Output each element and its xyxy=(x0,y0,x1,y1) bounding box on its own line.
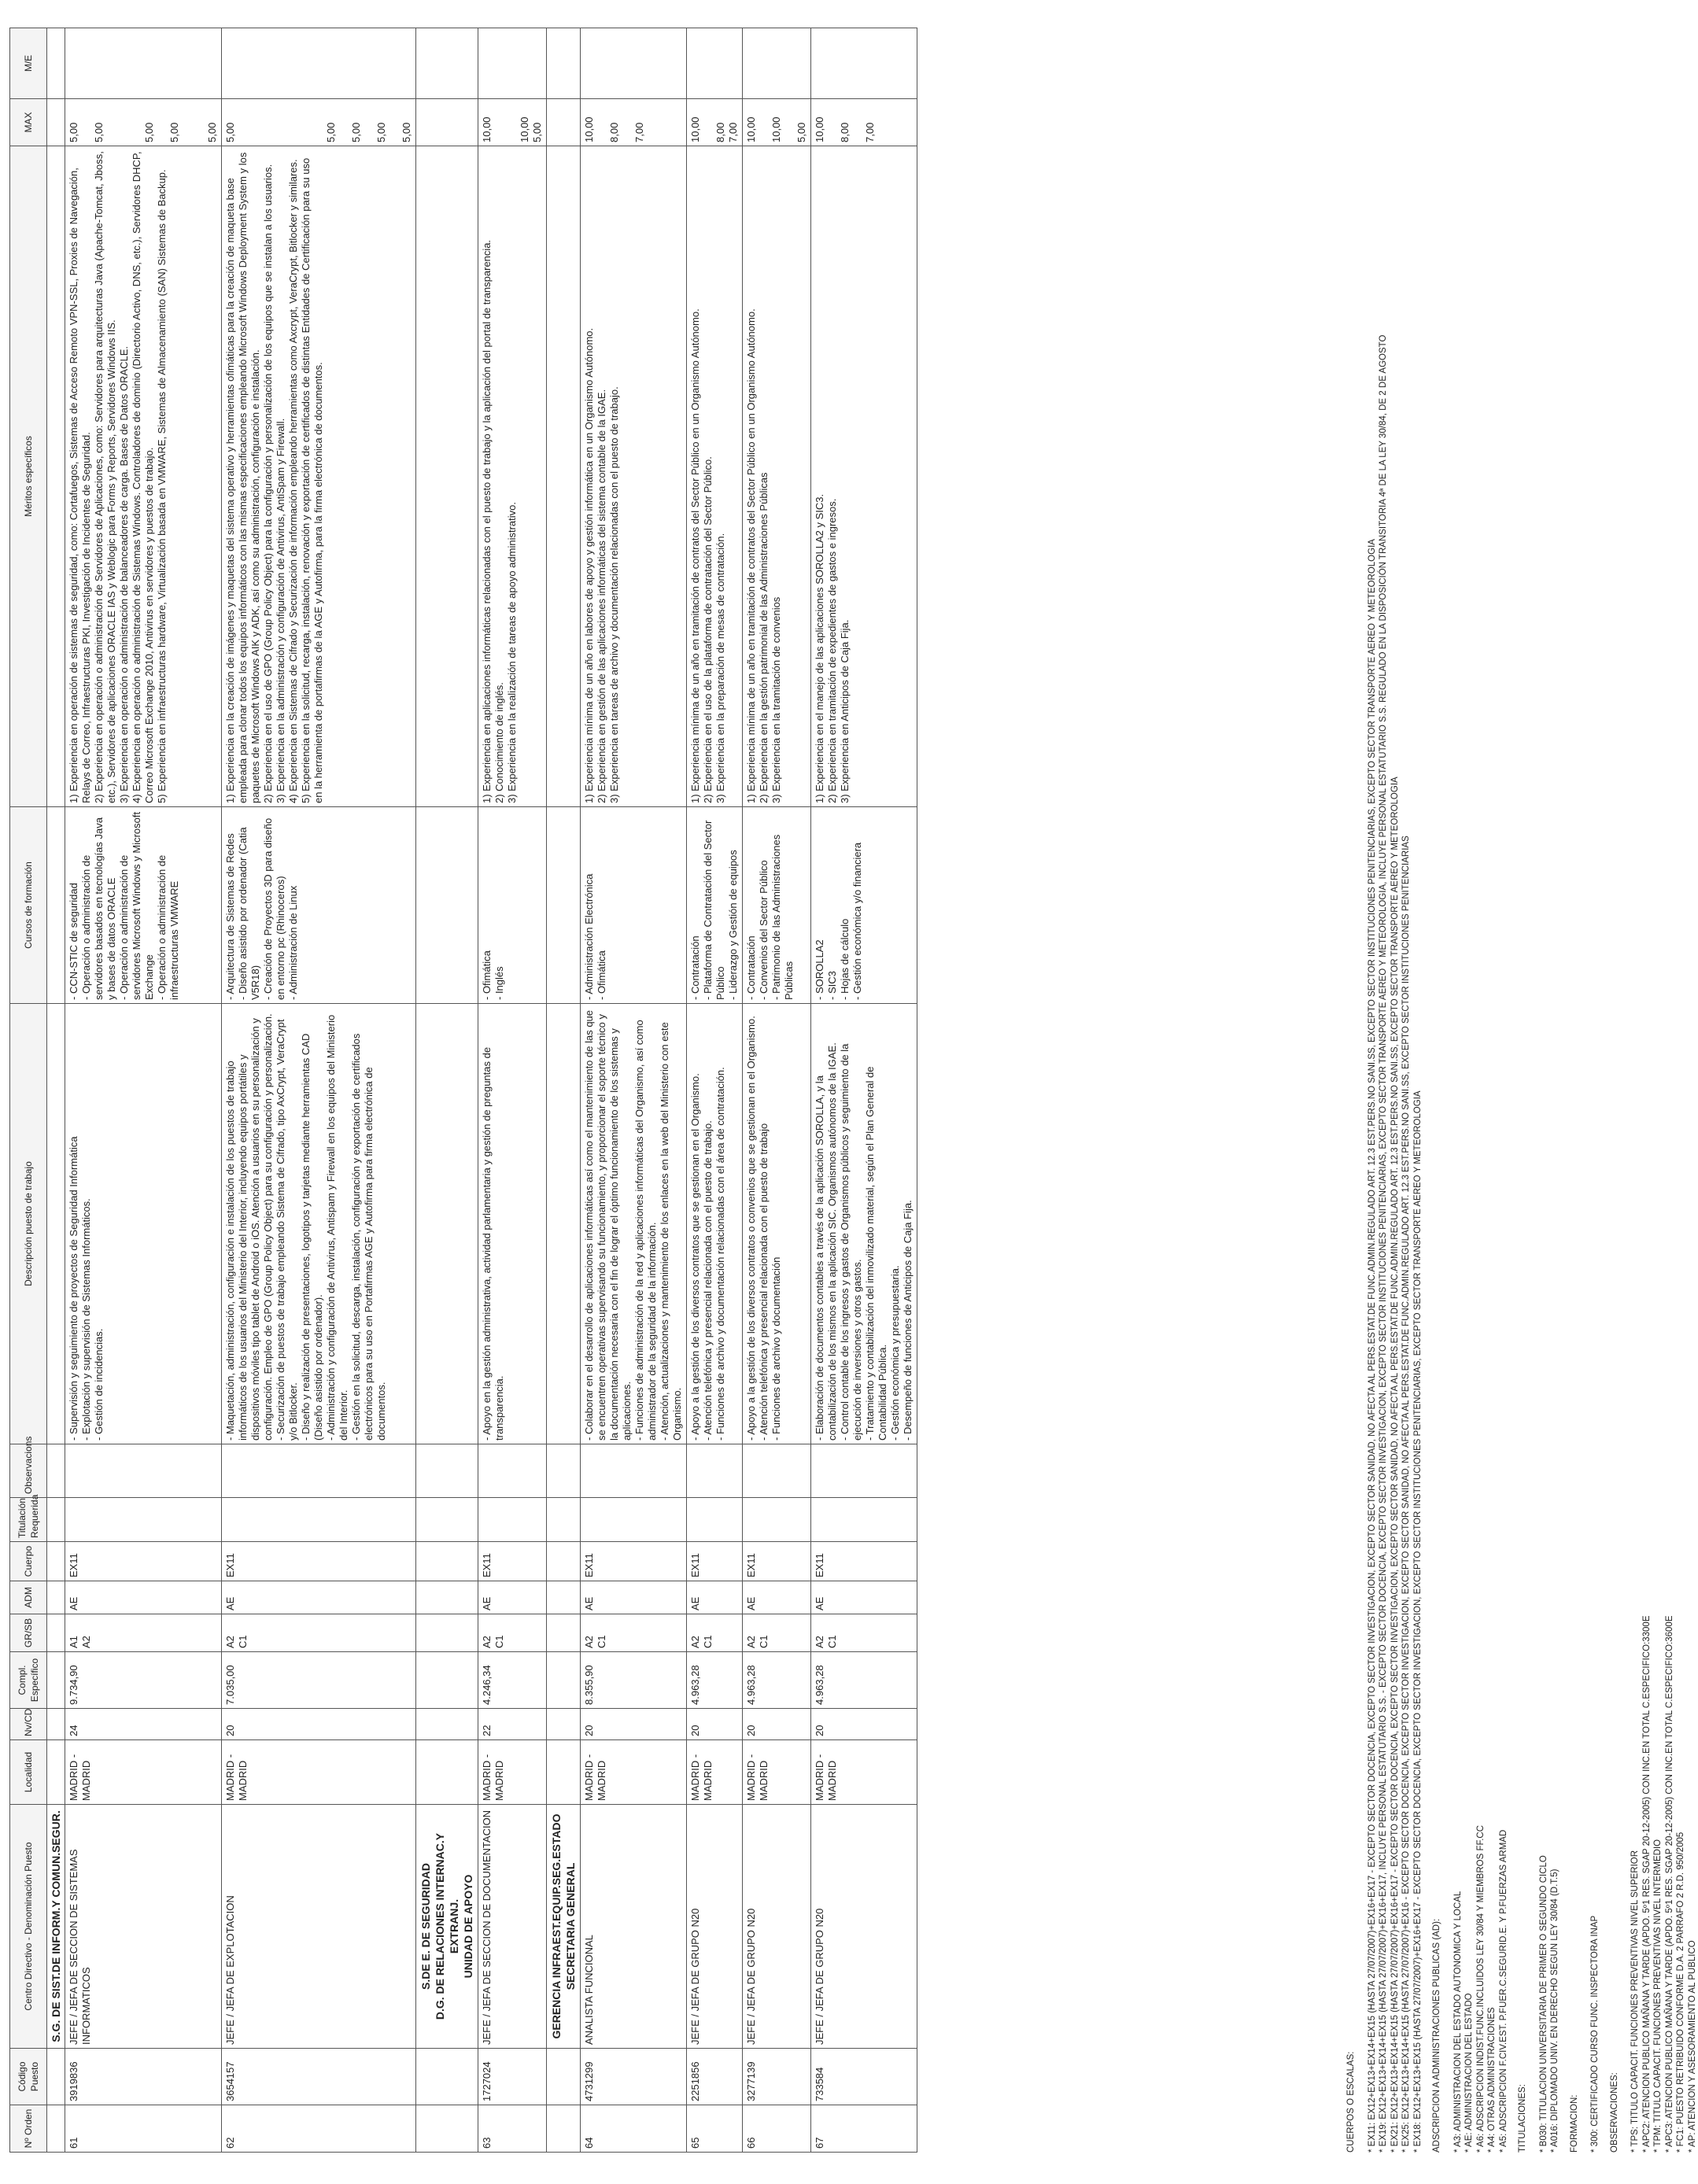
cell-cursos: - SOROLLA2 - SIC3 - Hojas de cálculo - Gestión económica y/o financiera xyxy=(811,807,917,1004)
cell-orden: 66 xyxy=(743,2105,811,2153)
footnote-line: * TPS: TITULO CAPACIT. FUNCIONES PREVENTIVAS NIVEL SUPERIOR xyxy=(1630,1850,1640,2153)
cell-localidad: MADRID - MADRID xyxy=(478,1740,547,1805)
cell-grupo: A2 C1 xyxy=(222,1614,416,1652)
cell-me xyxy=(743,28,811,99)
cell-adm: AE xyxy=(811,1581,917,1614)
cell-grupo: A2 C1 xyxy=(478,1614,547,1652)
cell-cuerpo: EX11 xyxy=(222,1542,416,1581)
section-title: S.G. DE SIST.DE INFORM.Y COMUN.SEGUR. xyxy=(47,1805,65,2049)
header-row xyxy=(10,28,47,2153)
cell-cuerpo: EX11 xyxy=(581,1542,687,1581)
cell-cursos: - CCN-STIC de seguridad - Operación o administración de servidores basados en tecnologías Java y bases de datos ORACLE - Operación o administración de servidores Microsoft Windows y Microsoft Exchange - Operación o administración de infraestructuras VMWARE xyxy=(65,807,222,1004)
footnote-heading: TITULACIONES: xyxy=(1518,2084,1527,2153)
cell-me xyxy=(478,28,547,99)
footnote-line: * B030: TITULACION UNIVERSITARIA DE PRIMER O SEGUNDO CICLO xyxy=(1538,1855,1549,2153)
header-observaciones: Observacions xyxy=(10,1444,47,1498)
cell-observaciones xyxy=(743,1444,811,1498)
cell-puesto: ANALISTA FUNCIONAL xyxy=(581,1805,687,2049)
cell-grupo: A2 C1 xyxy=(811,1614,917,1652)
table-row xyxy=(687,28,743,2153)
cell-cursos: - Administración Electrónica - Ofimática xyxy=(581,807,687,1004)
cell-localidad: MADRID - MADRID xyxy=(687,1740,743,1805)
footnotes xyxy=(1338,107,1698,2153)
footnote-line: * APC2: ATENCION PUBLICO MAÑANA Y TARDE (APDO. 5º1 RES. SGAP 20-12-2005) CON INC.EN TOTAL C.ESPECIFICO:3300E xyxy=(1641,1615,1652,2153)
cell-grupo: A2 C1 xyxy=(581,1614,687,1652)
cell-meritos: 1) Experiencia mínima de un año en tramitación de contratos del Sector Público en un Organismo Autónomo. 2) Experiencia en el uso de la plataforma de contratación del Sector Público. 3) Experiencia en la preparación de mesas de contratación. xyxy=(687,146,743,807)
cell-adm: AE xyxy=(743,1581,811,1614)
table-row xyxy=(478,28,547,2153)
cell-cursos: - Contratación - Convenios del Sector Público - Patrimonio de las Administraciones Públicas xyxy=(743,807,811,1004)
cell-codigo: 4731299 xyxy=(581,2049,687,2105)
cell-me xyxy=(811,28,917,99)
header-puesto: Centro Directivo - Denominación Puesto xyxy=(10,1805,47,2049)
cell-cuerpo: EX11 xyxy=(743,1542,811,1581)
header-me: M/E xyxy=(10,28,47,99)
section-title xyxy=(547,1805,581,2049)
header-complemento: Compl. Específico xyxy=(10,1652,47,1709)
footnote-line: * A5: ADSCRIPCION F.CIV.EST. P.FUER.C.SEGURID.E. Y P.FUERZAS ARMAD xyxy=(1498,1829,1508,2153)
cell-me xyxy=(65,28,222,99)
section-row xyxy=(547,28,581,2153)
cell-codigo: 3654157 xyxy=(222,2049,416,2105)
cell-adm: AE xyxy=(65,1581,222,1614)
cell-puesto: JEFE / JEFA DE GRUPO N20 xyxy=(811,1805,917,2049)
cell-meritos: 1) Experiencia en aplicaciones informáticas relacionadas con el puesto de trabajo y la aplicación del portal de transparencia. 2) Conocimiento de inglés. 3) Experiencia en la realización de tareas de apoyo administrativo. xyxy=(478,146,547,807)
cell-codigo: 3919836 xyxy=(65,2049,222,2105)
header-titulacion: Titulación Requerida xyxy=(10,1498,47,1542)
footnote-line: * A016: DIPLOMADO UNIV. EN DERECHO SEGUN LEY 30/84 (D.T.5) xyxy=(1550,1869,1560,2153)
cell-titulacion xyxy=(743,1498,811,1542)
cell-cursos: - Contratación - Plataforma de Contratación del Sector Público - Liderazgo y Gestión de equipos xyxy=(687,807,743,1004)
section-title-line: D.G. DE RELACIONES INTERNAC.Y EXTRANJ. xyxy=(434,1832,460,2020)
cell-codigo: 1727024 xyxy=(478,2049,547,2105)
cell-max: 10,00 8,00 7,00 xyxy=(811,99,917,146)
cell-observaciones xyxy=(478,1444,547,1498)
cell-cuerpo: EX11 xyxy=(811,1542,917,1581)
cell-meritos: 1) Experiencia mínima de un año en tramitación de contratos del Sector Público en un Organismo Autónomo. 2) Experiencia en la gestión patrimonial de las Administraciones Públicas 3) Experiencia en la tramitación de convenios xyxy=(743,146,811,807)
footnote-line: * A4: OTRAS ADMINISTRACIONES xyxy=(1487,2007,1497,2153)
header-codigo: Código Puesto xyxy=(10,2049,47,2105)
cell-descripcion: - Apoyo a la gestión de los diversos contratos que se gestionan en el Organismo. - Atención telefónica y presencial relacionada con el puesto de trabajo. - Funciones de archivo y documentación relacionadas con el área de contratación. xyxy=(687,1004,743,1444)
cell-adm: AE xyxy=(222,1581,416,1614)
cell-max: 10,00 10,00 5,00 xyxy=(743,99,811,146)
footnote-heading: OBSERVACIONES: xyxy=(1609,2072,1619,2153)
section-title-line: S.DE E. DE SEGURIDAD xyxy=(419,1862,432,1990)
header-grupo: GR/SB xyxy=(10,1614,47,1652)
section-title xyxy=(416,1805,478,2049)
header-descripcion: Descripción puesto de trabajo xyxy=(10,1004,47,1444)
cell-localidad: MADRID - MADRID xyxy=(222,1740,416,1805)
cell-observaciones xyxy=(687,1444,743,1498)
section-title-line: GERENCIA INFRAEST.EQUIP.SEG.ESTADO xyxy=(550,1813,563,2039)
cell-cursos: - Arquitectura de Sistemas de Redes - Diseño asistido por ordenador (Catia V5R18) - Creación de Proyectos 3D para diseño en entorno pc (Rhinoceros) - Administración de Linux xyxy=(222,807,416,1004)
footnote-line: * EX25: EX12+EX13+EX14+EX15 (HASTA 27/07/2007)+EX16 - EXCEPTO SECTOR DOCENCIA, EXCEPTO SECTOR INVESTIGACION, EXCEPTO SECTOR SANIDAD, NO AFECTA AL PERS.ESTAT.DE FUNC.ADMIN.REGULADO ART. 12.3 EST.PERS.NO SANI.SS, EXCEPTO SECTOR INSTITUCIONES PENITENCIARIAS xyxy=(1401,836,1411,2153)
cell-localidad: MADRID - MADRID xyxy=(581,1740,687,1805)
cell-me xyxy=(222,28,416,99)
cell-codigo: 3277139 xyxy=(743,2049,811,2105)
cell-nivel: 20 xyxy=(811,1709,917,1740)
cell-meritos: 1) Experiencia en operación de sistemas de seguridad, como: Cortafuegos, Sistemas de Acceso Remoto VPN-SSL, Proxies de Navegación, Relays de Correo, Infraestructuras PKI, Investigación de Incidentes de Seguridad. 2) Experiencia en operación o administración de Servidores de Aplicaciones, como: Servidores para arquitecturas Java (Apache-Tomcat, Jboss, etc.), Servidores de aplicaciones ORACLE IAS y Weblogic para Forms y Reports, Servidores Windows IIS. 3) Experiencia en operación o administración de balanceadores de carga. Bases de Datos ORACLE. 4) Experiencia en operación o administración de Sistemas Windows. Controladores de dominio (Directorio Activo, DNS, etc.), Servidores DHCP, Correo Microsoft Exchange 2010, Antivirus en servidores y puestos de trabajo. 5) Experiencia en infraestructuras hardware, Virtualización basada en VMWARE, Sistemas de Almacenamiento (SAN) Sistemas de Backup. xyxy=(65,146,222,807)
cell-nivel: 22 xyxy=(478,1709,547,1740)
cell-puesto: JEFE / JEFA DE SECCION DE DOCUMENTACION xyxy=(478,1805,547,2049)
header-localidad: Localidad xyxy=(10,1740,47,1805)
cell-localidad: MADRID - MADRID xyxy=(743,1740,811,1805)
footnote-heading: FORMACION: xyxy=(1569,2094,1579,2153)
cell-complemento: 4.963,28 xyxy=(811,1652,917,1709)
section-row xyxy=(416,28,478,2153)
footnote-line: * APC3: ATENCION PUBLICO MAÑANA Y TARDE (APDO. 5º1 RES. SGAP 20-12-2005) CON INC.EN TOTAL C.ESPECIFICO:3600E xyxy=(1664,1615,1674,2153)
cell-complemento: 4.963,28 xyxy=(687,1652,743,1709)
cell-orden: 67 xyxy=(811,2105,917,2153)
positions-table xyxy=(9,28,917,2153)
header-orden: Nº Orden xyxy=(10,2105,47,2153)
cell-orden: 63 xyxy=(478,2105,547,2153)
footnote-line: * EX21: EX12+EX13+EX14+EX15 (HASTA 27/07/2007)+EX16+EX17 - EXCEPTO SECTOR DOCENCIA, EXCEPTO SECTOR INVESTIGACION, EXCEPTO SECTOR SANIDAD, NO AFECTA AL PERS.ESTAT.DE FUNC.ADMIN.REGULADO ART. 12.3 EST.PERS.NO SANI.SS, EXCEPTO SECTOR TRANSPORTE AEREO Y METEOROLOGIA xyxy=(1390,777,1400,2153)
cell-titulacion xyxy=(65,1498,222,1542)
header-meritos: Méritos específicos xyxy=(10,146,47,807)
cell-adm: AE xyxy=(687,1581,743,1614)
cell-descripcion: - Apoyo en la gestión administrativa, actividad parlamentaria y gestión de preguntas de transparencia. xyxy=(478,1004,547,1444)
cell-observaciones xyxy=(222,1444,416,1498)
cell-complemento: 9.734,90 xyxy=(65,1652,222,1709)
cell-codigo: 733584 xyxy=(811,2049,917,2105)
header-adm: ADM xyxy=(10,1581,47,1614)
section-title-line: UNIDAD DE APOYO xyxy=(462,1874,474,1979)
footnote-heading: CUERPOS O ESCALAS: xyxy=(1346,2051,1356,2153)
cell-grupo: A1 A2 xyxy=(65,1614,222,1652)
table-row xyxy=(222,28,416,2153)
cell-orden: 61 xyxy=(65,2105,222,2153)
footnote-line: * 300: CERTIFICADO CURSO FUNC. INSPECTORA INAP xyxy=(1590,1915,1600,2153)
cell-max: 5,00 5,00 5,00 5,00 5,00 xyxy=(222,99,416,146)
cell-localidad: MADRID - MADRID xyxy=(65,1740,222,1805)
cell-nivel: 20 xyxy=(581,1709,687,1740)
cell-descripcion: - Apoyo a la gestión de los diversos contratos o convenios que se gestionan en el Organismo. - Atención telefónica y presencial relacionada con el puesto de trabajo - Funciones de archivo y documentación xyxy=(743,1004,811,1444)
cell-adm: AE xyxy=(478,1581,547,1614)
footnote-line: * FC1: PUESTO RETRIBUIDO CONFORME D.A. 2 PARRAFO 2 R.D. 950/2005 xyxy=(1676,1832,1685,2153)
cell-nivel: 20 xyxy=(687,1709,743,1740)
header-nivel: Nv/CD xyxy=(10,1709,47,1740)
cell-cuerpo: EX11 xyxy=(687,1542,743,1581)
cell-cursos: - Ofimática - Inglés xyxy=(478,807,547,1004)
footnote-line: * EX18: EX12+EX13+EX15 (HASTA 27/07/2007)+EX16+EX17 - EXCEPTO SECTOR DOCENCIA, EXCEPTO SECTOR INVESTIGACION, EXCEPTO SECTOR INSTITUCIONES PENITENCIARIAS, EXCEPTO SECTOR TRANSPORTE AEREO Y METEOROLOGIA xyxy=(1412,1090,1423,2153)
cell-cuerpo: EX11 xyxy=(65,1542,222,1581)
footnote-line: * AE: ADMINISTRACION DEL ESTADO xyxy=(1464,1993,1474,2153)
cell-cuerpo: EX11 xyxy=(478,1542,547,1581)
cell-localidad: MADRID - MADRID xyxy=(811,1740,917,1805)
cell-nivel: 20 xyxy=(222,1709,416,1740)
cell-titulacion xyxy=(478,1498,547,1542)
cell-puesto: JEFE / JEFA DE EXPLOTACION xyxy=(222,1805,416,2049)
cell-max: 10,00 8,00 7,00 xyxy=(687,99,743,146)
footnote-line: * EX11: EX12+EX13+EX14+EX15 (HASTA 27/07/2007)+EX16+EX17 - EXCEPTO SECTOR DOCENCIA, EXCEPTO SECTOR INVESTIGACION, EXCEPTO SECTOR SANIDAD, NO AFECTA AL PERS.ESTAT.DE FUNC.ADMIN.REGULADO ART. 12.3 EST.PERS.NO SANI.SS, EXCEPTO SECTOR INSTITUCIONES PENITENCIARIAS, EXCEPTO SECTOR TRANSPORTE AEREO Y METEOROLOGIA xyxy=(1367,539,1377,2153)
header-max: MAX xyxy=(10,99,47,146)
cell-adm: AE xyxy=(581,1581,687,1614)
cell-meritos: 1) Experiencia en el manejo de las aplicaciones SOROLLA2 y SIC3. 2) Experiencia en tramitación de expedientes de gastos e ingresos. 3) Experiencia en Anticipos de Caja Fija. xyxy=(811,146,917,807)
header-cuerpo: Cuerpo xyxy=(10,1542,47,1581)
cell-observaciones xyxy=(65,1444,222,1498)
table-row xyxy=(743,28,811,2153)
cell-max: 10,00 8,00 7,00 xyxy=(581,99,687,146)
footnote-line: * TPM: TITULO CAPACIT. FUNCIONES PREVENTIVAS NIVEL INTERMEDIO xyxy=(1653,1839,1663,2153)
section-title-line: SECRETARIA GENERAL xyxy=(564,1862,577,1990)
footnote-line: * A6: ADSCRIPCION INDIST.FUNC.INCLUIDOS LEY 30/84 Y MIEMBROS FF.CC xyxy=(1475,1824,1486,2153)
cell-meritos: 1) Experiencia mínima de un año en labores de apoyo y gestión informática en un Organismo Autónomo. 2) Experiencia en gestión de las aplicaciones informáticas del sistema contable de la IGAE. 3) Experiencia en tareas de archivo y documentación relacionadas con el puesto de trabajo. xyxy=(581,146,687,807)
footnote-line: * EX19: EX12+EX13+EX14+EX15 (HASTA 27/07/2007)+EX16+EX17, INCLUYE PERSONAL ESTATUTARIO S.S. - EXCEPTO SECTOR DOCENCIA, EXCEPTO SECTOR INVESTIGACION, EXCEPTO SECTOR INSTITUCIONES PENITENCIARIAS, EXCEPTO SECTOR TRANSPORTE AEREO Y METEOROLOGIA, INCLUYE PERSONAL ESTATUTARIO S.S. REGULADO EN LA DISPOSICIÓN TRANSITORIA 4ª DE LA LEY 30/84, DE 2 DE AGOSTO xyxy=(1379,334,1388,2153)
footnote-line: * AP: ATENCION Y ASESORAMIENTO AL PUBLICO xyxy=(1687,1940,1697,2153)
section-row xyxy=(47,28,65,2153)
table-row xyxy=(581,28,687,2153)
cell-me xyxy=(687,28,743,99)
cell-max: 5,00 5,00 5,00 5,00 5,00 xyxy=(65,99,222,146)
cell-complemento: 4.246,34 xyxy=(478,1652,547,1709)
cell-complemento: 4.963,28 xyxy=(743,1652,811,1709)
cell-orden: 64 xyxy=(581,2105,687,2153)
header-cursos: Cursos de formación xyxy=(10,807,47,1004)
cell-titulacion xyxy=(581,1498,687,1542)
footnote-line: * A3: ADMINISTRACION DEL ESTADO AUTONOMICA Y LOCAL xyxy=(1453,1891,1463,2153)
cell-complemento: 7.035,00 xyxy=(222,1652,416,1709)
footnote-heading: ADSCRIPCION A ADMINISTRACIONES PUBLICAS (AD): xyxy=(1432,1918,1441,2153)
cell-puesto: JEFE / JEFA DE SECCION DE SISTEMAS INFORMATICOS xyxy=(65,1805,222,2049)
cell-observaciones xyxy=(811,1444,917,1498)
cell-nivel: 24 xyxy=(65,1709,222,1740)
cell-descripcion: - Supervisión y seguimiento de proyectos de Seguridad Informática - Explotación y supervisión de Sistemas Informáticos. - Gestión de incidencias. xyxy=(65,1004,222,1444)
cell-titulacion xyxy=(222,1498,416,1542)
cell-grupo: A2 C1 xyxy=(743,1614,811,1652)
cell-titulacion xyxy=(687,1498,743,1542)
cell-orden: 62 xyxy=(222,2105,416,2153)
cell-grupo: A2 C1 xyxy=(687,1614,743,1652)
cell-orden: 65 xyxy=(687,2105,743,2153)
cell-max: 10,00 10,00 5,00 xyxy=(478,99,547,146)
table-row xyxy=(811,28,917,2153)
cell-meritos: 1) Experiencia en la creación de imágenes y maquetas del sistema operativo y herramientas ofimáticas para la creación de maqueta base empleada para clonar todos los equipos informáticos con las mismas especificaciones empleando Microsoft Windows Deployment System y los paquetes de Microsoft Windows AIK y ADK, así como su administración, configuración e instalación. 2) Experiencia en el uso de GPO (Group Policy Object) para la configuración y personalización de los equipos que se instalan a los usuarios. 3) Experiencia en la administración y configuración de Antivirus, AntiSpam y Firewall. 4) Experiencia en Sistemas de Cifrado y Securización de información empleando herramientas como Axcrypt, VeraCrypt, Bitlocker y similares. 5) Experiencia en la solicitud, recarga, instalación, renovación y exportación de certificados de distintas Entidades de Certificación para su uso en la herramienta de portafirmas de la AGE y Autofirma, para la firma electrónica de documentos. xyxy=(222,146,416,807)
cell-titulacion xyxy=(811,1498,917,1542)
cell-puesto: JEFE / JEFA DE GRUPO N20 xyxy=(743,1805,811,2049)
cell-puesto: JEFE / JEFA DE GRUPO N20 xyxy=(687,1805,743,2049)
cell-me xyxy=(581,28,687,99)
cell-descripcion: - Maquetación, administración, configuración e instalación de los puestos de trabajo informáticos de los usuarios del Ministerio del Interior, incluyendo equipos portátiles y dispositivos móviles tipo tablet de Android o iOS. Atención a usuarios en su personalización y configuración. Empleo de GPO (Group Policy Object) para su configuración y personalización. - Securización de puestos de trabajo empleando Sistema de Cifrado, tipo AxCrypt, VeraCrypt y/o Bitlocker. - Diseño y realización de presentaciones, logotipos y tarjetas mediante herramientas CAD (Diseño asistido por ordenador). - Administración y configuración de Antivirus, Antispam y Firewall en los equipos del Ministerio del Interior. - Gestión en la solicitud, descarga, instalación, configuración y exportación de certificados electrónicos para su uso en Portafirmas AGE y Autofirma para firma electrónica de documentos. xyxy=(222,1004,416,1444)
cell-codigo: 2251856 xyxy=(687,2049,743,2105)
cell-complemento: 8.355,90 xyxy=(581,1652,687,1709)
table-row xyxy=(65,28,222,2153)
cell-observaciones xyxy=(581,1444,687,1498)
cell-descripcion: - Elaboración de documentos contables a través de la aplicación SOROLLA, y la contabilización de los mismos en la aplicación SIC. Organismos autónomos de la IGAE. - Control contable de los ingresos y gastos de Organismos públicos y seguimiento de la ejecución de inversiones y otros gastos. - Tratamiento y contabilización del inmovilizado material, según el Plan General de Contabilidad Pública. - Gestión económica y presupuestaria. - Desempeño de funciones de Anticipos de Caja Fija. xyxy=(811,1004,917,1444)
cell-descripcion: - Colaborar en el desarrollo de aplicaciones informáticas así como el mantenimiento de las que se encuentren operativas supervisando su funcionamiento, y proporcionar el soporte técnico y la documentación necesaria con el fin de lograr el óptimo funcionamiento de los sistemas y aplicaciones. - Funciones de administración de la red y aplicaciones informáticas del Organismo, así como administrador de la seguridad de la información. - Atención, actualizaciones y mantenimiento de los enlaces en la web del Ministerio con este Organismo. xyxy=(581,1004,687,1444)
cell-nivel: 20 xyxy=(743,1709,811,1740)
